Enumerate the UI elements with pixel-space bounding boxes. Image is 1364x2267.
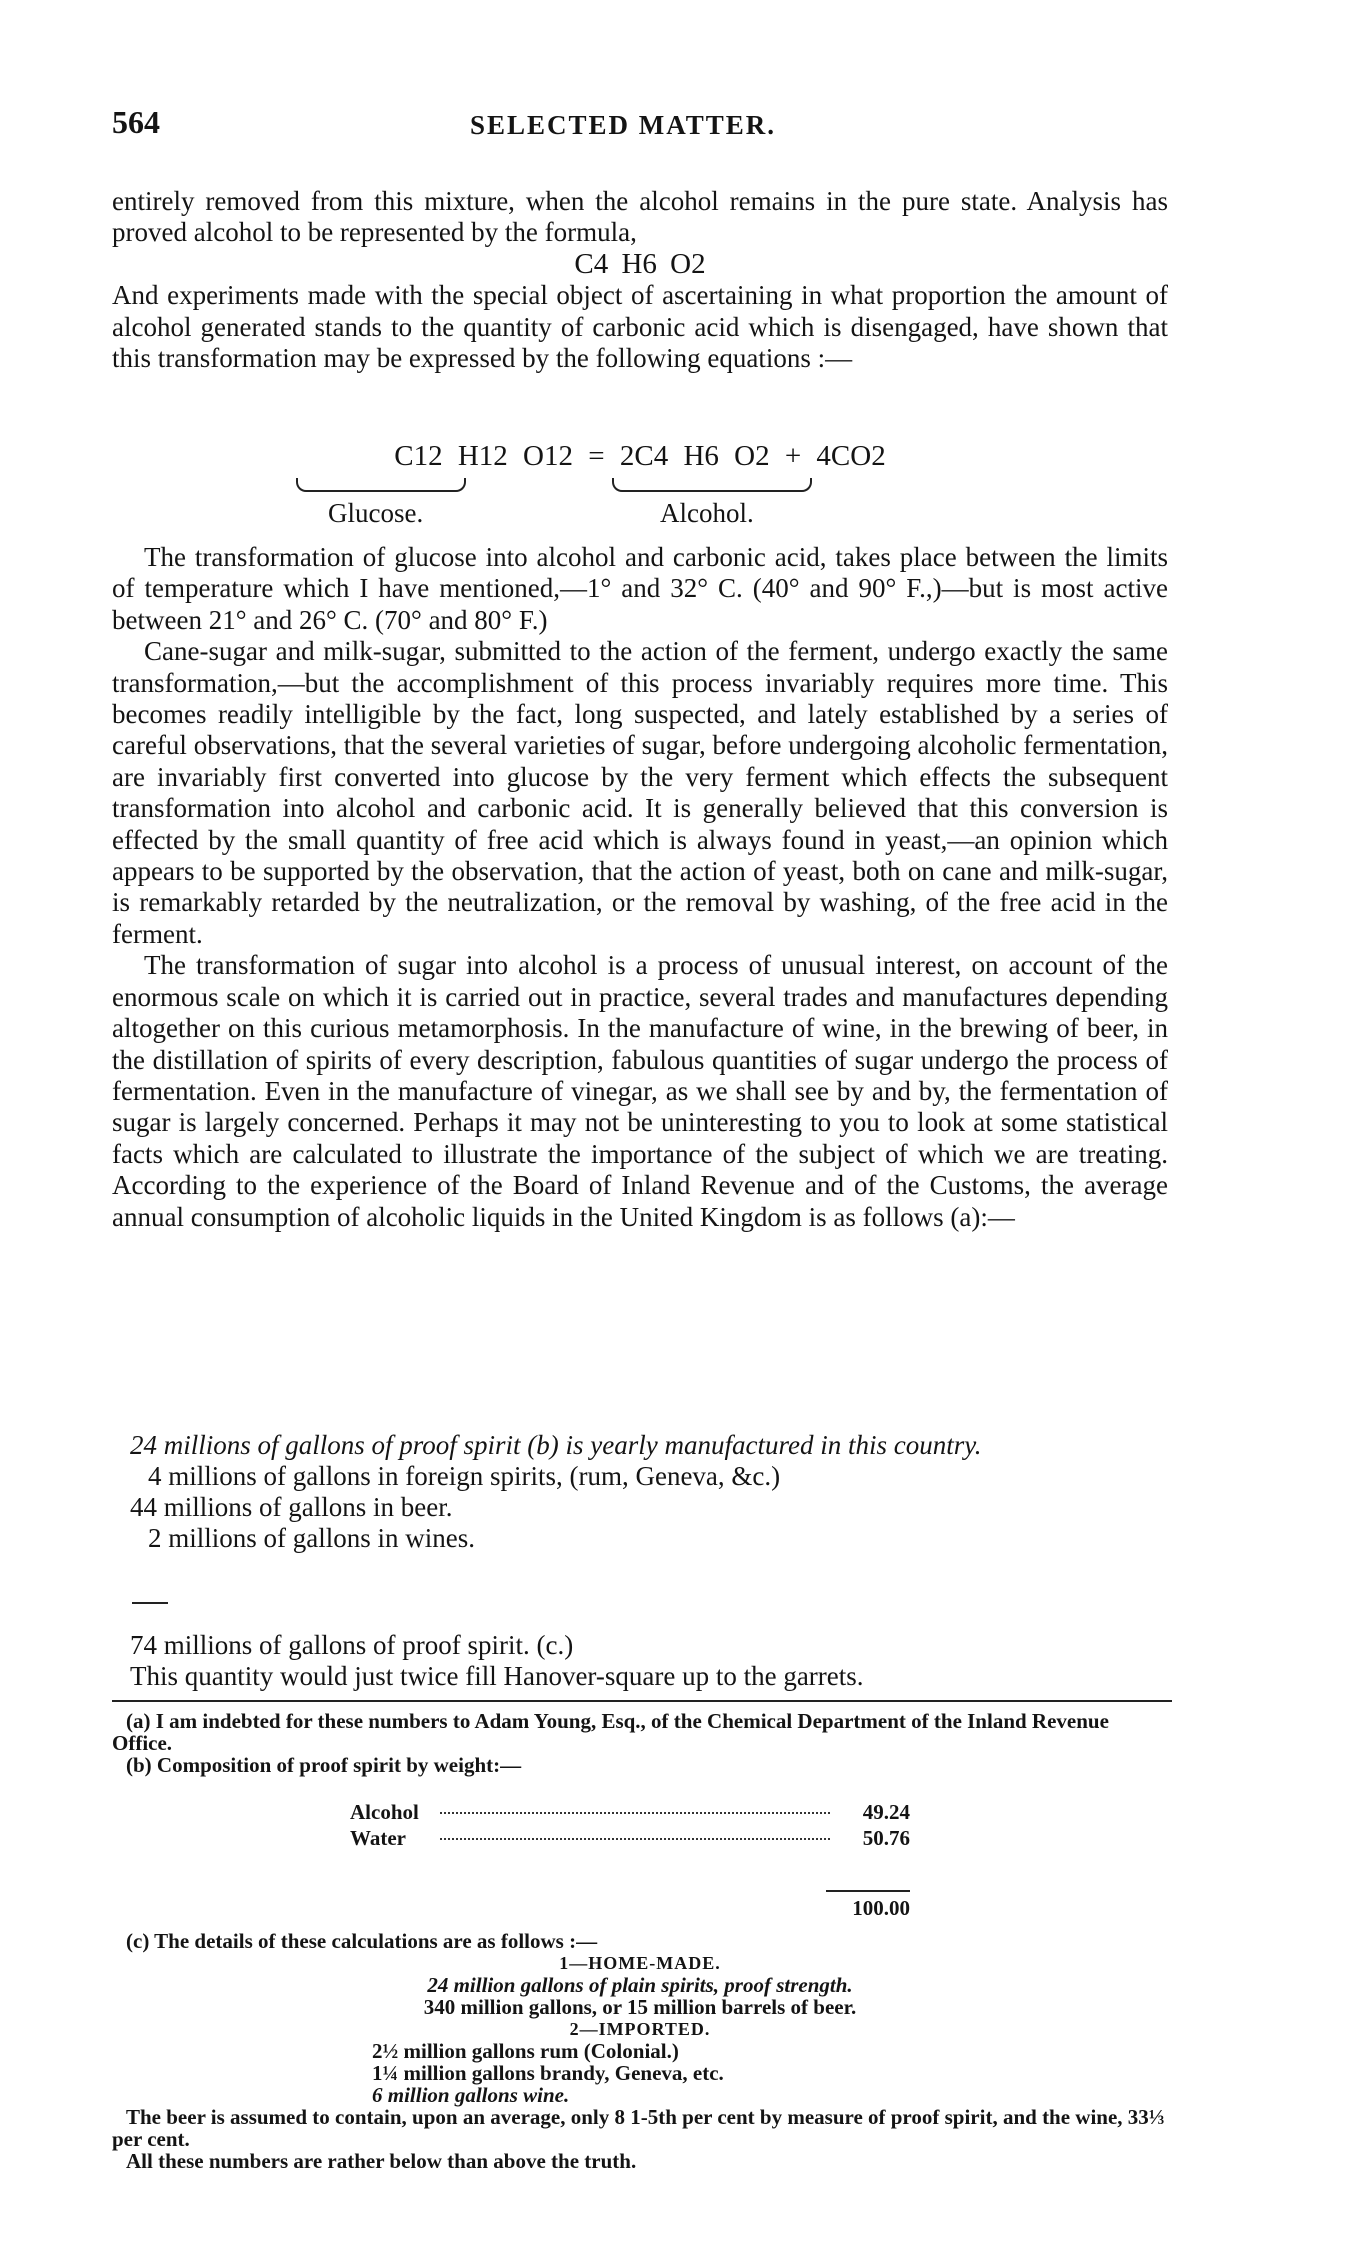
row-value: 50.76	[862, 1826, 910, 1850]
glucose-label: Glucose.	[328, 498, 424, 528]
alcohol-brace	[612, 478, 812, 492]
list-item: 44 millions of gallons in beer.	[130, 1492, 453, 1522]
imported-heading: 2—IMPORTED.	[569, 2019, 711, 2039]
row-label: Water	[350, 1826, 406, 1850]
running-title: SELECTED MATTER.	[470, 110, 777, 140]
footnote-divider	[112, 1700, 1172, 1702]
footnote-a-text: (a) I am indebted for these numbers to Adam Young, Esq., of the Chemical Department of the Inland Revenue Office.	[112, 1709, 1109, 1755]
footnote-c-final: All these numbers are rather below than above the truth.	[126, 2149, 637, 2173]
home-made-heading: 1—HOME-MADE.	[559, 1953, 721, 1973]
paragraph-temperature: The transformation of glucose into alcohol and carbonic acid, takes place between the limits of temperature which I have mentioned,—1° and 32° C. (40° and 90° F.,)—but is most active between 21° and 26° C. (70° and 80° F.)	[112, 542, 1168, 635]
row-label: Alcohol	[350, 1800, 419, 1824]
home-made-line: 24 million gallons of plain spirits, proof strength.	[427, 1973, 853, 1997]
row-total: 100.00	[852, 1896, 910, 1920]
equation-line: C12 H12 O12 = 2C4 H6 O2 + 4CO2	[394, 440, 886, 472]
equations-paragraph: And experiments made with the special object of ascertaining in what proportion the amount of alcohol generated stands to the quantity of carbonic acid which is disengaged, have shown that this transformation may be expressed by the following equations :—	[112, 280, 1168, 374]
paragraph-statistics: The transformation of sugar into alcohol is a process of unusual interest, on account of the enormous scale on which it is carried out in practice, several trades and manufactures depending altogether on this curious metamorphosis. In the manufacture of wine, in the brewing of beer, in the distillation of spirits of every description, fabulous quantities of sugar undergo the process of fermentation. Even in the manufacture of vinegar, as we shall see by and by, the fermentation of sugar is largely concerned. Perhaps it may not be uninteresting to you to look at some statistical facts which are calculated to illustrate the importance of the subject of which we are treating. According to the experience of the Board of Inland Revenue and of the Customs, the average annual consumption of alcoholic liquids in the United Kingdom is as follows (a):—	[112, 950, 1168, 1232]
main-text	[112, 542, 1168, 1233]
footnote-c	[112, 1930, 1168, 2172]
imported-line: 1¼ million gallons brandy, Geneva, etc.	[372, 2061, 724, 2085]
total-divider	[826, 1890, 910, 1892]
closing-line: This quantity would just twice fill Hanover-square up to the garrets.	[130, 1661, 864, 1691]
intro-paragraph: entirely removed from this mixture, when the alcohol remains in the pure state. Analysis has proved alcohol to be represented by the formula,	[112, 186, 1168, 248]
consumption-list	[130, 1430, 1170, 1554]
total-line: 74 millions of gallons of proof spirit. (c.)	[130, 1630, 574, 1660]
fermentation-equation	[112, 440, 1168, 534]
list-item: 2 millions of gallons in wines.	[148, 1523, 475, 1553]
imported-line: 6 million gallons wine.	[372, 2083, 570, 2107]
intro-text	[112, 186, 1168, 374]
list-item: 4 millions of gallons in foreign spirits, (rum, Geneva, &c.)	[148, 1461, 781, 1491]
footnote-a	[112, 1710, 1168, 1776]
page-number: 564	[112, 104, 160, 140]
sum-divider	[132, 1602, 168, 1604]
paragraph-cane-sugar: Cane-sugar and milk-sugar, submitted to the action of the ferment, undergo exactly the same transformation,—but the accomplishment of this process invariably requires more time. This becomes readily intelligible by the fact, long suspected, and lately established by a series of careful observations, that the several varieties of sugar, before undergoing alcoholic fermentation, are invariably first converted into glucose by the very ferment which effects the subsequent transformation into alcohol and carbonic acid. It is generally believed that this conversion is effected by the small quantity of free acid which is always found in yeast,—an opinion which appears to be supported by the observation, that the action of yeast, both on cane and milk-sugar, is remarkably retarded by the neutralization, or the removal by washing, of the free acid in the ferment.	[112, 636, 1168, 949]
alcohol-formula: C4 H6 O2	[574, 247, 706, 280]
leader-dots	[440, 1812, 830, 1814]
imported-line: 2½ million gallons rum (Colonial.)	[372, 2039, 679, 2063]
footnote-c-intro: (c) The details of these calculations are as follows :—	[126, 1929, 598, 1953]
footnote-b-intro: (b) Composition of proof spirit by weight:—	[126, 1753, 522, 1777]
row-value: 49.24	[862, 1800, 910, 1824]
total-block	[130, 1630, 1170, 1692]
alcohol-label: Alcohol.	[660, 498, 754, 528]
glucose-brace	[296, 478, 466, 492]
leader-dots	[440, 1838, 830, 1840]
footnote-c-note: The beer is assumed to contain, upon an average, only 8 1-5th per cent by measure of proof spirit, and the wine, 33⅓ per cent.	[112, 2105, 1165, 2151]
home-made-line: 340 million gallons, or 15 million barrels of beer.	[423, 1995, 857, 2019]
list-item: 24 millions of gallons of proof spirit (b) is yearly manufactured in this country.	[130, 1430, 982, 1460]
